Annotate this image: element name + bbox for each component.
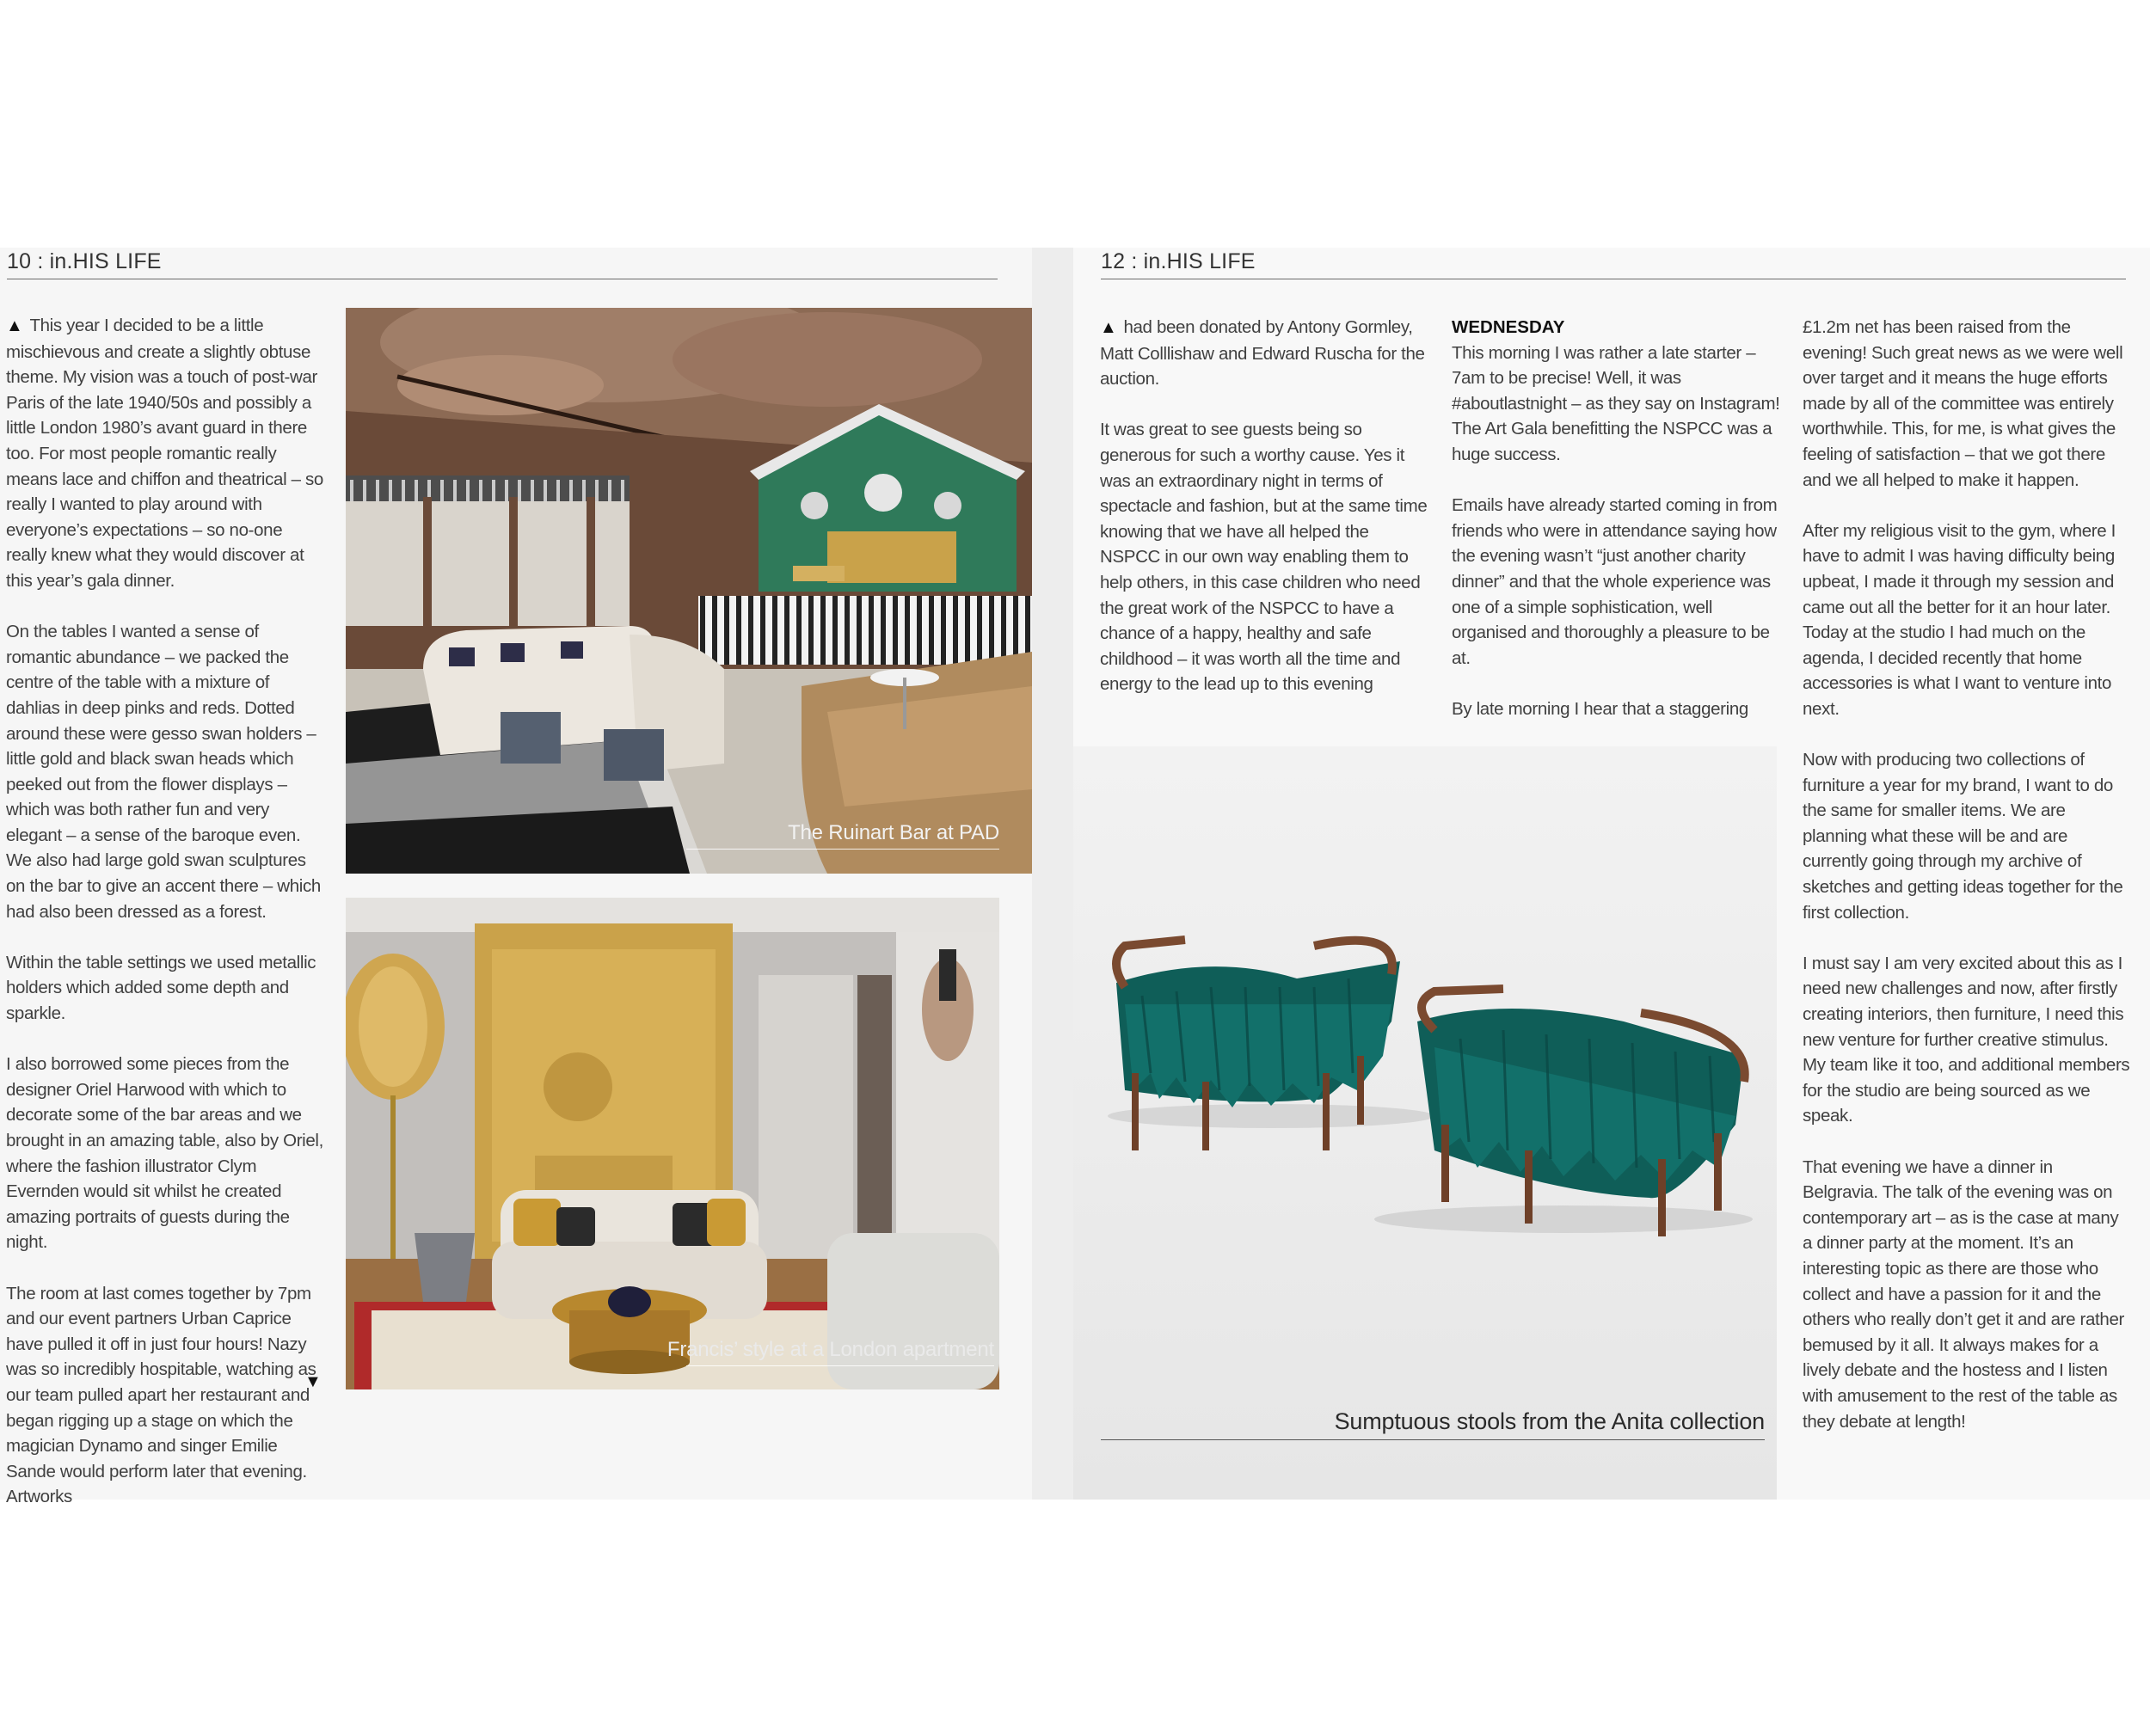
right-col3-paragraph-2: After my religious visit to the gym, where I have to admit I was having difficulty being upbeat, I made it through my session and came out all the better for it an hour later. Today at the studio I had much on the agenda, I decided recently that home accessories is what I want to venture into next. [1803, 520, 2116, 719]
wednesday-heading: WEDNESDAY [1452, 317, 1565, 337]
london-apartment-photo [346, 898, 999, 1389]
spread-gutter [1032, 248, 1073, 1500]
wednesday-block: WEDNESDAY This morning I was rather a late starter – 7am to be precise! Well, it was #aboutlastnight – as they say on Instagram! The Art Gala benefitting the NSPCC was a huge success. [1452, 317, 1780, 464]
london-apartment-caption: Francis’ style at a London apartment [666, 1338, 994, 1361]
right-col2-paragraph-3: By late morning I hear that a staggering [1452, 698, 1748, 719]
left-text-column [6, 313, 324, 1510]
ruinart-caption-rule [686, 849, 999, 850]
right-col3-paragraph-4: I must say I am very excited about this as I need new challenges and now, after firstly creating interiors, then furniture, I need this new venture for further creative stimulus. My team like it too, and additional members for the studio are being sourced as we speak. [1803, 953, 2130, 1126]
right-col1-paragraph-1: ▲ had been donated by Antony Gormley, Matt Colllishaw and Edward Ruscha for the auction. [1100, 317, 1425, 390]
right-col3-paragraph-5: That evening we have a dinner in Belgravia. The talk of the evening was on contemporary art – as is the case at many a dinner party at the moment. It’s an interesting topic as there are those who collect and have a passion for it and the others who really don’t get it and are rather bemused by it all. It always makes for a lively debate and the hostess and I listen with amusement to the rest of the table as they debate at length! [1803, 1156, 2124, 1432]
continued-triangle-icon: ▲ [6, 316, 23, 335]
left-paragraph-4: I also borrowed some pieces from the designer Oriel Harwood with which to decorate some of the bar areas and we brought in an amazing table, also by Oriel, where the fashion illustrator Clym Evernden would sit whilst he created amazing portraits of guests during the night. [6, 1054, 323, 1253]
right-col2-paragraph-2: Emails have already started coming in from friends who were in attendance saying how the evening wasn’t “just another charity dinner” and that the whole experience was one of a simple sophistication, well organised and thoroughly a pleasure to be at. [1452, 495, 1778, 668]
left-paragraph-1: ▲ This year I decided to be a little mischievous and create a slightly obtuse theme. My vision was a touch of post-war Paris of the late 1940/50s and possibly a little London 1980’s avant guard in there too. For most people romantic really means lace and chiffon and theatrical – so really I wanted to play around with everyone’s expectations – so no-one really knew what they would discover at this year’s gala dinner. [6, 316, 323, 591]
ruinart-bar-caption: The Ruinart Bar at PAD [788, 821, 999, 844]
anita-stools-caption: Sumptuous stools from the Anita collection [1334, 1408, 1765, 1434]
right-page-header: 12 : in.HIS LIFE [1101, 249, 1256, 273]
anita-stools-photo [1073, 746, 1777, 1500]
right-col1-paragraph-2: It was great to see guests being so generous for such a worthy cause. Yes it was an extraordinary night in terms of spectacle and fashion, but at the same time knowing that we have all helped the NSPCC in our own way enabling them to help others, in this case children who need the great work of the NSPCC to have a chance of a happy, healthy and safe childhood – it was worth all the time and energy to the lead up to this evening [1100, 420, 1428, 695]
london-caption-rule [686, 1365, 994, 1366]
anita-caption-rule [1101, 1439, 1765, 1440]
left-paragraph-2: On the tables I wanted a sense of romantic abundance – we packed the centre of the table with a mixture of dahlias in deep pinks and reds. Dotted around these were gesso swan holders – little gold and black swan heads which peeked out from the flower displays – which was both rather fun and very elegant – a sense of the baroque even. We also had large gold swan sculptures on the bar to give an accent there – which had also been dressed as a forest. [6, 622, 321, 922]
left-paragraph-3: Within the table settings we used metallic holders which added some depth and sparkle. [6, 952, 316, 1024]
right-col3-paragraph-1: £1.2m net has been raised from the evening! Such great news as we were well over target and it means the huge efforts made by all of the committee was entirely worthwhile. This, for me, is what gives the feeling of satisfaction – that we got there and we all helped to make it happen. [1803, 317, 2123, 490]
continued-triangle-icon: ▲ [1100, 318, 1117, 337]
right-text-column-1 [1100, 315, 1431, 697]
right-text-column-3 [1803, 315, 2131, 1434]
right-text-column-2 [1452, 315, 1780, 722]
left-page-header: 10 : in.HIS LIFE [7, 249, 162, 273]
left-paragraph-5: The room at last comes together by 7pm and our event partners Urban Caprice have pulled it off in just four hours! Nazy was so incredibly hospitable, watching as our team pulled apart her restaurant and began rigging up a stage on which the magician Dynamo and singer Emilie Sande would perform later that evening. Artworks [6, 1283, 316, 1507]
right-col3-paragraph-3: Now with producing two collections of furniture a year for my brand, I want to do the same for smaller items. We are planning what these will be and are currently going through my archive of sketches and getting ideas together for the first collection. [1803, 750, 2123, 923]
continues-triangle-icon: ▼ [304, 1372, 322, 1391]
ruinart-bar-photo [346, 308, 1032, 874]
